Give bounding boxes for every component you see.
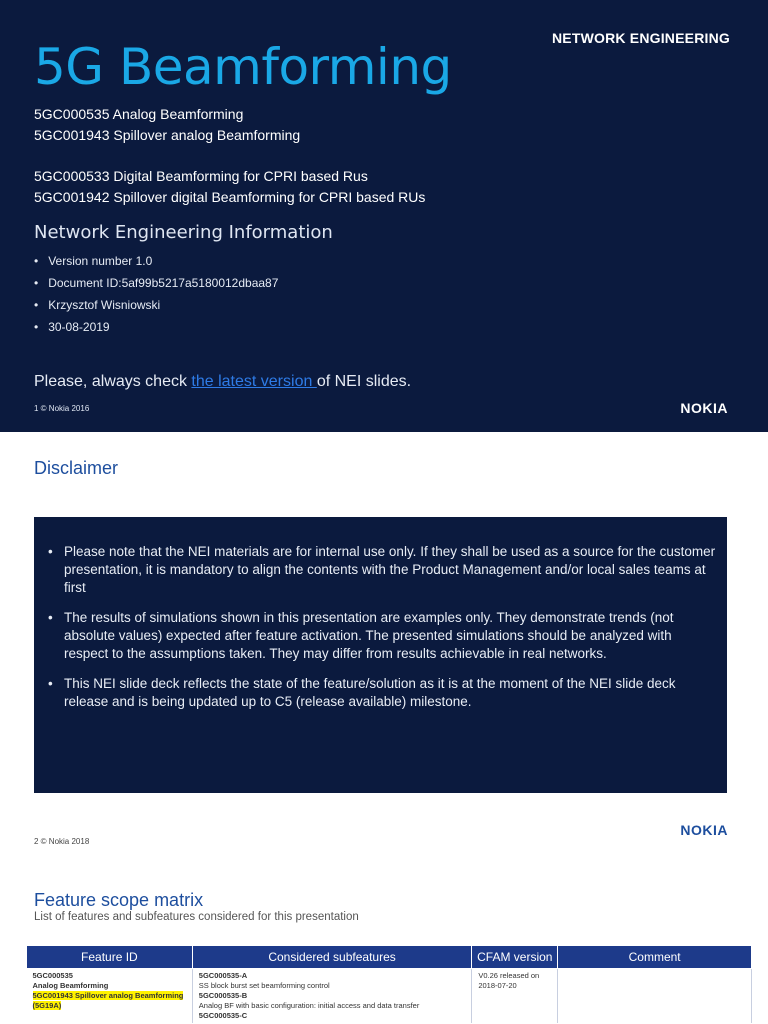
subfeature-desc: SS block burst set beamforming control bbox=[198, 981, 330, 990]
feature-table bbox=[26, 945, 752, 1023]
disclaimer-slide bbox=[0, 432, 768, 864]
feature-name: Analog Beamforming bbox=[32, 981, 109, 990]
check-latest-text bbox=[34, 373, 411, 391]
list-item: • Version number 1.0 bbox=[34, 250, 278, 272]
subfeature-id: 5GC000535-C bbox=[198, 1011, 248, 1020]
slide-title: 5G Beamforming bbox=[34, 38, 452, 96]
slide-subtitle: Network Engineering Information bbox=[34, 222, 333, 243]
title-slide bbox=[0, 0, 768, 432]
list-item: • Krzysztof Wisniowski bbox=[34, 294, 278, 316]
disclaimer-item: • This NEI slide deck reflects the state of the feature/solution as it is at the moment of the NEI slide deck release and is being updated up to C5 (release available) milestone. bbox=[64, 675, 717, 711]
feature-id: 5GC000535 bbox=[32, 971, 73, 980]
column-header: Comment bbox=[558, 946, 752, 969]
slide-title: Feature scope matrix bbox=[34, 890, 204, 910]
disclaimer-item: • The results of simulations shown in this presentation are examples only. They demonstrate trends (not absolute values) expected after feature activation. The presented simulations should be analyzed with respect to the assumptions taken. They may differ from results achievable in real networks. bbox=[64, 609, 717, 663]
feature-scope-slide bbox=[0, 864, 768, 1024]
table-row bbox=[27, 969, 752, 1024]
disclaimer-item: • Please note that the NEI materials are for internal use only. If they shall be used as a source for the customer presentation, it is mandatory to align the contents with the Product Management and/or local sales teams at first bbox=[64, 543, 717, 597]
feature-lines bbox=[34, 104, 425, 208]
subfeature-id: 5GC000535-B bbox=[198, 991, 248, 1000]
subfeature-id: 5GC000535-A bbox=[198, 971, 248, 980]
feature-id-cell bbox=[27, 969, 193, 1024]
disclaimer-box bbox=[34, 517, 727, 793]
check-prefix: Please, always check bbox=[34, 373, 192, 390]
feature-line: 5GC001942 Spillover digital Beamforming for CPRI based RUs bbox=[34, 189, 426, 205]
column-header: Considered subfeatures bbox=[192, 946, 472, 969]
table-header-row bbox=[27, 946, 752, 969]
column-header: Feature ID bbox=[27, 946, 193, 969]
subfeatures-cell bbox=[192, 969, 472, 1024]
section-header: NETWORK ENGINEERING bbox=[551, 30, 730, 46]
slide-footer: 1 © Nokia 2016 bbox=[34, 404, 90, 413]
latest-version-link[interactable]: the latest version bbox=[191, 373, 317, 390]
nokia-logo: NOKIA bbox=[680, 400, 728, 416]
highlighted-feature: 5GC001943 Spillover analog Beamforming (5G19A) bbox=[32, 991, 184, 1010]
slide-title: Disclaimer bbox=[34, 458, 119, 478]
check-suffix: of NEI slides. bbox=[316, 373, 412, 390]
comment-cell bbox=[558, 969, 752, 1024]
list-item: • 30-08-2019 bbox=[34, 316, 278, 338]
cfam-version-cell: V0.26 released on 2018-07-20 bbox=[472, 969, 558, 1024]
document-info-list bbox=[34, 250, 278, 338]
subfeature-desc: Analog BF with basic configuration: initial access and data transfer bbox=[198, 1001, 420, 1010]
feature-line: 5GC000535 Analog Beamforming bbox=[34, 106, 244, 122]
list-item: • Document ID:5af99b5217a5180012dbaa87 bbox=[34, 272, 278, 294]
nokia-logo: NOKIA bbox=[680, 822, 728, 838]
slide-subtitle: List of features and subfeatures considered for this presentation bbox=[34, 911, 359, 923]
column-header: CFAM version bbox=[472, 946, 558, 969]
feature-line: 5GC000533 Digital Beamforming for CPRI based Rus bbox=[34, 168, 368, 184]
feature-line: 5GC001943 Spillover analog Beamforming bbox=[34, 127, 301, 143]
slide-footer: 2 © Nokia 2018 bbox=[34, 837, 90, 846]
